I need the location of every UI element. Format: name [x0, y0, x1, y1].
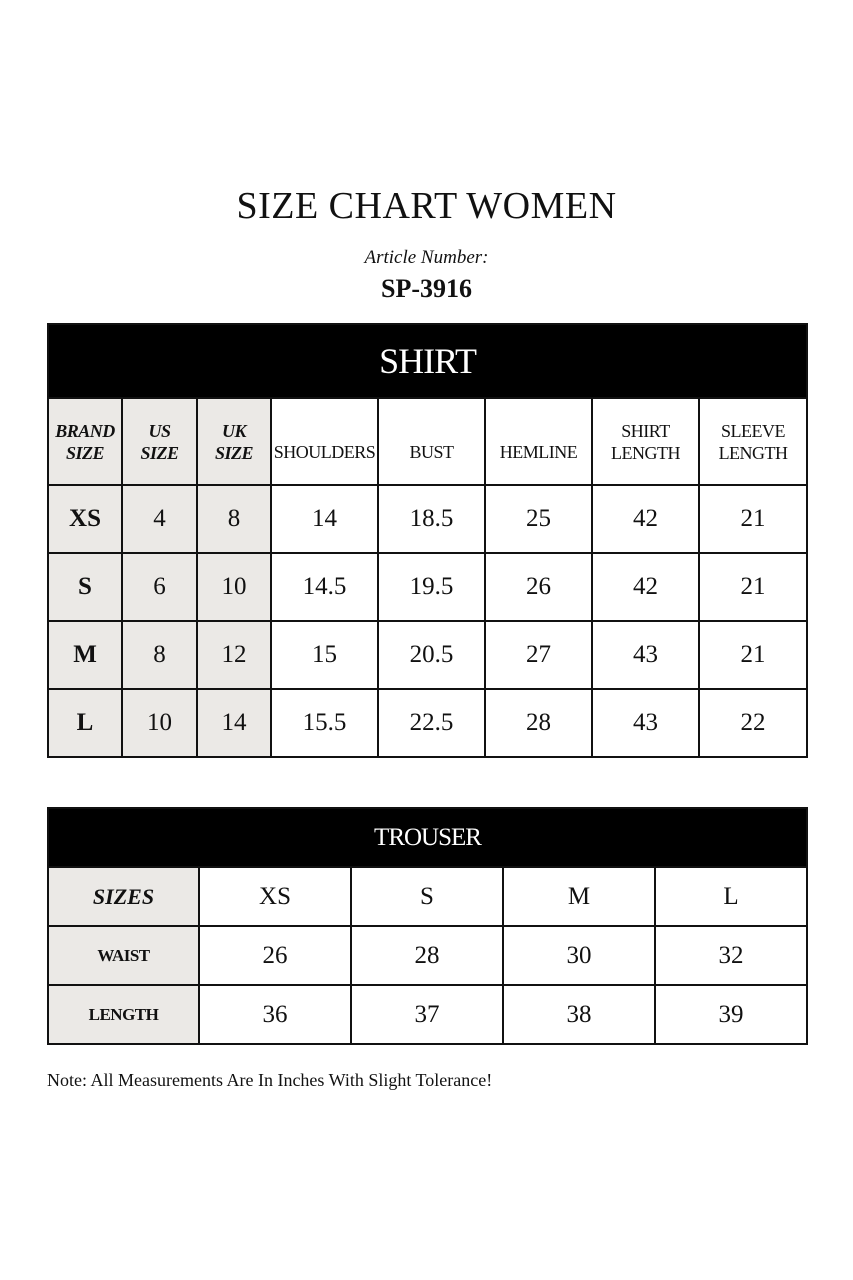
article-number-label: Article Number: [364, 247, 489, 268]
shirt-length-cell: 43 [592, 621, 699, 689]
brand-size-cell: M [48, 621, 122, 689]
size-cell: M [503, 867, 655, 926]
table-row [48, 553, 807, 621]
length-cell: 38 [503, 985, 655, 1044]
shirt-banner: SHIRT [48, 324, 807, 398]
size-cell: S [351, 867, 503, 926]
header-us-size-line2: SIZE [140, 442, 179, 463]
size-cell: XS [199, 867, 351, 926]
shoulders-cell: 14.5 [271, 553, 378, 621]
header-shoulders: SHOULDERS [271, 398, 378, 485]
header-brand-size [48, 398, 122, 485]
header-us-size [122, 398, 197, 485]
shirt-size-table [47, 323, 808, 758]
uk-size-cell: 14 [197, 689, 271, 757]
hemline-cell: 28 [485, 689, 592, 757]
waist-cell: 32 [655, 926, 807, 985]
uk-size-cell: 12 [197, 621, 271, 689]
trouser-banner: TROUSER [48, 808, 807, 867]
article-number-value: SP-3916 [381, 274, 472, 303]
sleeve-length-cell: 21 [699, 553, 807, 621]
shoulders-cell: 15 [271, 621, 378, 689]
header-brand-size-line2: SIZE [65, 442, 105, 463]
uk-size-cell: 8 [197, 485, 271, 553]
hemline-cell: 27 [485, 621, 592, 689]
header-uk-size-line2: SIZE [214, 442, 254, 463]
page-title: SIZE CHART WOMEN [236, 185, 617, 227]
bust-cell: 22.5 [378, 689, 485, 757]
trouser-size-table [47, 807, 808, 1045]
brand-size-cell: L [48, 689, 122, 757]
header-us-size-line1: US [148, 420, 171, 441]
bust-cell: 18.5 [378, 485, 485, 553]
trouser-waist-row [48, 926, 807, 985]
table-row [48, 485, 807, 553]
shoulders-cell: 15.5 [271, 689, 378, 757]
shirt-length-cell: 42 [592, 553, 699, 621]
shoulders-cell: 14 [271, 485, 378, 553]
length-cell: 36 [199, 985, 351, 1044]
waist-header: WAIST [48, 926, 199, 985]
hemline-cell: 25 [485, 485, 592, 553]
length-cell: 37 [351, 985, 503, 1044]
trouser-length-row [48, 985, 807, 1044]
header-bust: BUST [378, 398, 485, 485]
bust-cell: 19.5 [378, 553, 485, 621]
header-sleeve-length-line1: SLEEVE [721, 420, 786, 441]
trouser-sizes-row [48, 867, 807, 926]
sleeve-length-cell: 21 [699, 485, 807, 553]
us-size-cell: 4 [122, 485, 197, 553]
size-cell: L [655, 867, 807, 926]
length-cell: 39 [655, 985, 807, 1044]
shirt-length-cell: 43 [592, 689, 699, 757]
sleeve-length-cell: 22 [699, 689, 807, 757]
sleeve-length-cell: 21 [699, 621, 807, 689]
waist-cell: 26 [199, 926, 351, 985]
us-size-cell: 10 [122, 689, 197, 757]
header-shirt-length [592, 398, 699, 485]
header-uk-size-line1: UK [221, 420, 246, 441]
header-brand-size-line1: BRAND [55, 420, 115, 441]
waist-cell: 30 [503, 926, 655, 985]
header-sleeve-length-line2: LENGTH [718, 442, 788, 463]
uk-size-cell: 10 [197, 553, 271, 621]
brand-size-cell: XS [48, 485, 122, 553]
shirt-header-row [48, 398, 807, 485]
hemline-cell: 26 [485, 553, 592, 621]
length-header: LENGTH [48, 985, 199, 1044]
us-size-cell: 6 [122, 553, 197, 621]
brand-size-cell: S [48, 553, 122, 621]
sizes-header: SIZES [48, 867, 199, 926]
header-shirt-length-line1: SHIRT [621, 420, 670, 441]
waist-cell: 28 [351, 926, 503, 985]
table-row [48, 689, 807, 757]
us-size-cell: 8 [122, 621, 197, 689]
header-shirt-length-line2: LENGTH [611, 442, 680, 463]
header-hemline: HEMLINE [485, 398, 592, 485]
table-row [48, 621, 807, 689]
shirt-length-cell: 42 [592, 485, 699, 553]
measurement-note: Note: All Measurements Are In Inches With Slight Tolerance! [47, 1070, 493, 1090]
header-uk-size [197, 398, 271, 485]
header-sleeve-length [699, 398, 807, 485]
bust-cell: 20.5 [378, 621, 485, 689]
